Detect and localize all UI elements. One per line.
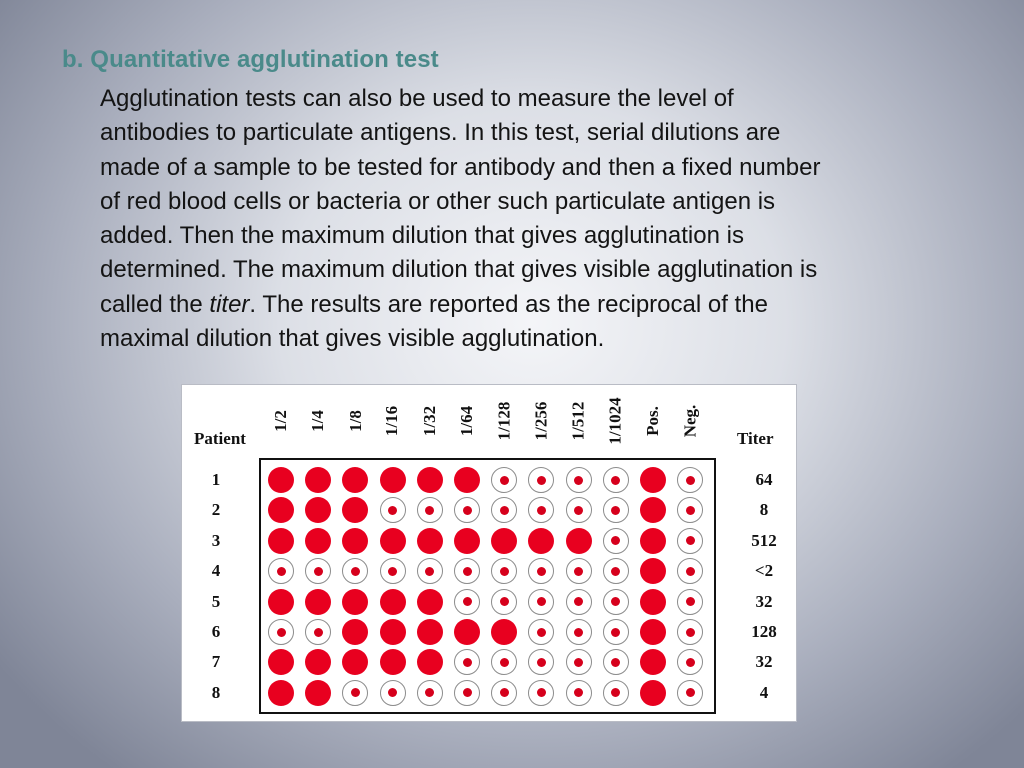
well-agglutinated xyxy=(380,467,406,493)
well-not-agglutinated xyxy=(268,558,294,584)
well-not-agglutinated xyxy=(528,497,554,523)
patient-number: 3 xyxy=(211,530,221,550)
well-not-agglutinated xyxy=(454,558,480,584)
well-agglutinated xyxy=(305,467,331,493)
paragraph-text: called the xyxy=(100,290,210,318)
titer-value: 512 xyxy=(751,530,777,550)
well-not-agglutinated xyxy=(528,680,554,706)
well-not-agglutinated xyxy=(305,558,331,584)
well-not-agglutinated xyxy=(454,649,480,675)
well-not-agglutinated xyxy=(417,497,443,523)
dilution-label-text: 1/128 xyxy=(494,401,514,441)
paragraph-line: determined. The maximum dilution that gives visible agglutination is xyxy=(100,256,818,284)
well-agglutinated xyxy=(268,528,294,554)
well-agglutinated xyxy=(305,680,331,706)
patient-number: 6 xyxy=(211,622,221,641)
dilution-column-label xyxy=(343,391,367,451)
dilution-column-label xyxy=(269,391,293,451)
patient-number: 4 xyxy=(211,561,221,581)
well-not-agglutinated xyxy=(677,467,703,493)
well-agglutinated xyxy=(268,467,294,493)
well-agglutinated xyxy=(640,589,666,615)
slide-heading: b. Quantitative agglutination test xyxy=(62,46,439,73)
dilution-label-text: Neg. xyxy=(680,404,700,438)
well-not-agglutinated xyxy=(491,680,517,706)
well-agglutinated xyxy=(491,619,517,645)
paragraph-text: . The results are reported as the reciprocal of the xyxy=(249,290,768,318)
patient-number: 2 xyxy=(211,500,221,520)
well-not-agglutinated xyxy=(566,558,592,584)
well-not-agglutinated xyxy=(305,619,331,645)
well-agglutinated xyxy=(640,558,666,584)
well-not-agglutinated xyxy=(491,649,517,675)
titer-header: Titer xyxy=(737,429,774,448)
well-agglutinated xyxy=(528,528,554,554)
well-agglutinated xyxy=(417,619,443,645)
well-not-agglutinated xyxy=(342,680,368,706)
dilution-label-text: 1/16 xyxy=(382,405,402,437)
well-not-agglutinated xyxy=(677,589,703,615)
well-agglutinated xyxy=(380,589,406,615)
dilution-label-text: 1/32 xyxy=(419,405,439,437)
well-not-agglutinated xyxy=(603,680,629,706)
well-not-agglutinated xyxy=(677,497,703,523)
well-not-agglutinated xyxy=(528,619,554,645)
dilution-column-label xyxy=(529,391,553,451)
dilution-column-label xyxy=(604,391,628,451)
well-not-agglutinated xyxy=(603,558,629,584)
titer-term: titer xyxy=(209,290,250,318)
well-not-agglutinated xyxy=(566,589,592,615)
well-agglutinated xyxy=(417,649,443,675)
well-not-agglutinated xyxy=(454,680,480,706)
well-agglutinated xyxy=(342,528,368,554)
well-not-agglutinated xyxy=(528,589,554,615)
well-agglutinated xyxy=(640,649,666,675)
dilution-label-text: 1/512 xyxy=(568,401,588,441)
well-agglutinated xyxy=(454,619,480,645)
well-agglutinated xyxy=(342,589,368,615)
well-not-agglutinated xyxy=(603,467,629,493)
well-agglutinated xyxy=(305,497,331,523)
dilution-column-label xyxy=(455,391,479,451)
well-not-agglutinated xyxy=(677,558,703,584)
well-not-agglutinated xyxy=(603,589,629,615)
well-agglutinated xyxy=(566,528,592,554)
dilution-column-label xyxy=(306,391,330,451)
well-not-agglutinated xyxy=(491,467,517,493)
well-not-agglutinated xyxy=(603,649,629,675)
paragraph-line: added. Then the maximum dilution that gives agglutination is xyxy=(100,222,744,250)
well-agglutinated xyxy=(454,528,480,554)
dilution-column-label xyxy=(381,391,405,451)
well-agglutinated xyxy=(417,528,443,554)
well-not-agglutinated xyxy=(268,619,294,645)
titer-value: 64 xyxy=(755,470,773,489)
agglutination-plate-figure xyxy=(181,384,797,722)
patient-number: 5 xyxy=(211,591,221,611)
well-not-agglutinated xyxy=(491,558,517,584)
well-not-agglutinated xyxy=(491,589,517,615)
well-agglutinated xyxy=(342,619,368,645)
titer-value: 32 xyxy=(755,652,773,672)
well-agglutinated xyxy=(342,497,368,523)
well-agglutinated xyxy=(380,649,406,675)
dilution-column-label xyxy=(678,391,702,451)
well-not-agglutinated xyxy=(603,497,629,523)
dilution-column-label xyxy=(418,391,442,451)
paragraph-line: Agglutination tests can also be used to measure the level of xyxy=(100,85,734,112)
dilution-column-label xyxy=(567,391,591,451)
well-not-agglutinated xyxy=(491,497,517,523)
well-agglutinated xyxy=(268,497,294,523)
paragraph-line: made of a sample to be tested for antibody and then a fixed number xyxy=(100,153,821,181)
patient-header: Patient xyxy=(194,429,246,448)
well-agglutinated xyxy=(342,649,368,675)
well-not-agglutinated xyxy=(454,589,480,615)
well-not-agglutinated xyxy=(528,558,554,584)
dilution-label-text: 1/1024 xyxy=(605,397,625,445)
dilution-label-text: 1/8 xyxy=(345,410,365,432)
paragraph-line: maximal dilution that gives visible agglutination. xyxy=(100,325,605,353)
body-paragraph xyxy=(100,82,980,356)
patient-number: 8 xyxy=(211,682,221,702)
well-not-agglutinated xyxy=(566,497,592,523)
well-not-agglutinated xyxy=(603,619,629,645)
well-agglutinated xyxy=(640,528,666,554)
paragraph-line: of red blood cells or bacteria or other such particulate antigen is xyxy=(100,187,776,215)
well-agglutinated xyxy=(305,649,331,675)
paragraph-line: antibodies to particulate antigens. In this test, serial dilutions are xyxy=(100,119,781,147)
well-not-agglutinated xyxy=(380,558,406,584)
well-agglutinated xyxy=(305,589,331,615)
dilution-label-text: Pos. xyxy=(643,406,662,436)
well-plate xyxy=(259,458,716,714)
well-not-agglutinated xyxy=(603,528,629,554)
titer-value: 128 xyxy=(751,622,777,641)
well-agglutinated xyxy=(640,619,666,645)
well-not-agglutinated xyxy=(566,649,592,675)
well-agglutinated xyxy=(268,589,294,615)
well-not-agglutinated xyxy=(677,528,703,554)
well-not-agglutinated xyxy=(417,558,443,584)
dilution-label-text: 1/256 xyxy=(531,401,551,441)
well-agglutinated xyxy=(491,528,517,554)
well-not-agglutinated xyxy=(454,497,480,523)
well-agglutinated xyxy=(305,528,331,554)
well-not-agglutinated xyxy=(380,497,406,523)
titer-value: 8 xyxy=(759,500,769,520)
dilution-column-label xyxy=(641,391,665,451)
paragraph-line xyxy=(100,288,980,322)
well-not-agglutinated xyxy=(528,649,554,675)
well-not-agglutinated xyxy=(380,680,406,706)
well-agglutinated xyxy=(417,467,443,493)
well-agglutinated xyxy=(640,680,666,706)
dilution-label-text: 1/64 xyxy=(457,405,477,437)
well-not-agglutinated xyxy=(677,619,703,645)
dilution-column-label xyxy=(492,391,516,451)
titer-value: 4 xyxy=(759,682,769,702)
well-not-agglutinated xyxy=(342,558,368,584)
well-not-agglutinated xyxy=(677,680,703,706)
well-agglutinated xyxy=(454,467,480,493)
well-agglutinated xyxy=(640,467,666,493)
well-not-agglutinated xyxy=(566,467,592,493)
patient-number: 7 xyxy=(211,652,221,672)
well-not-agglutinated xyxy=(566,680,592,706)
well-not-agglutinated xyxy=(528,467,554,493)
well-agglutinated xyxy=(268,649,294,675)
well-agglutinated xyxy=(342,467,368,493)
well-agglutinated xyxy=(268,680,294,706)
well-agglutinated xyxy=(417,589,443,615)
well-agglutinated xyxy=(640,497,666,523)
titer-value: 32 xyxy=(755,591,773,611)
well-not-agglutinated xyxy=(566,619,592,645)
well-not-agglutinated xyxy=(417,680,443,706)
well-agglutinated xyxy=(380,528,406,554)
titer-value: <2 xyxy=(754,561,774,581)
patient-number: 1 xyxy=(211,470,221,489)
well-not-agglutinated xyxy=(677,649,703,675)
dilution-label-text: 1/2 xyxy=(270,410,290,432)
well-agglutinated xyxy=(380,619,406,645)
dilution-label-text: 1/4 xyxy=(308,410,328,432)
